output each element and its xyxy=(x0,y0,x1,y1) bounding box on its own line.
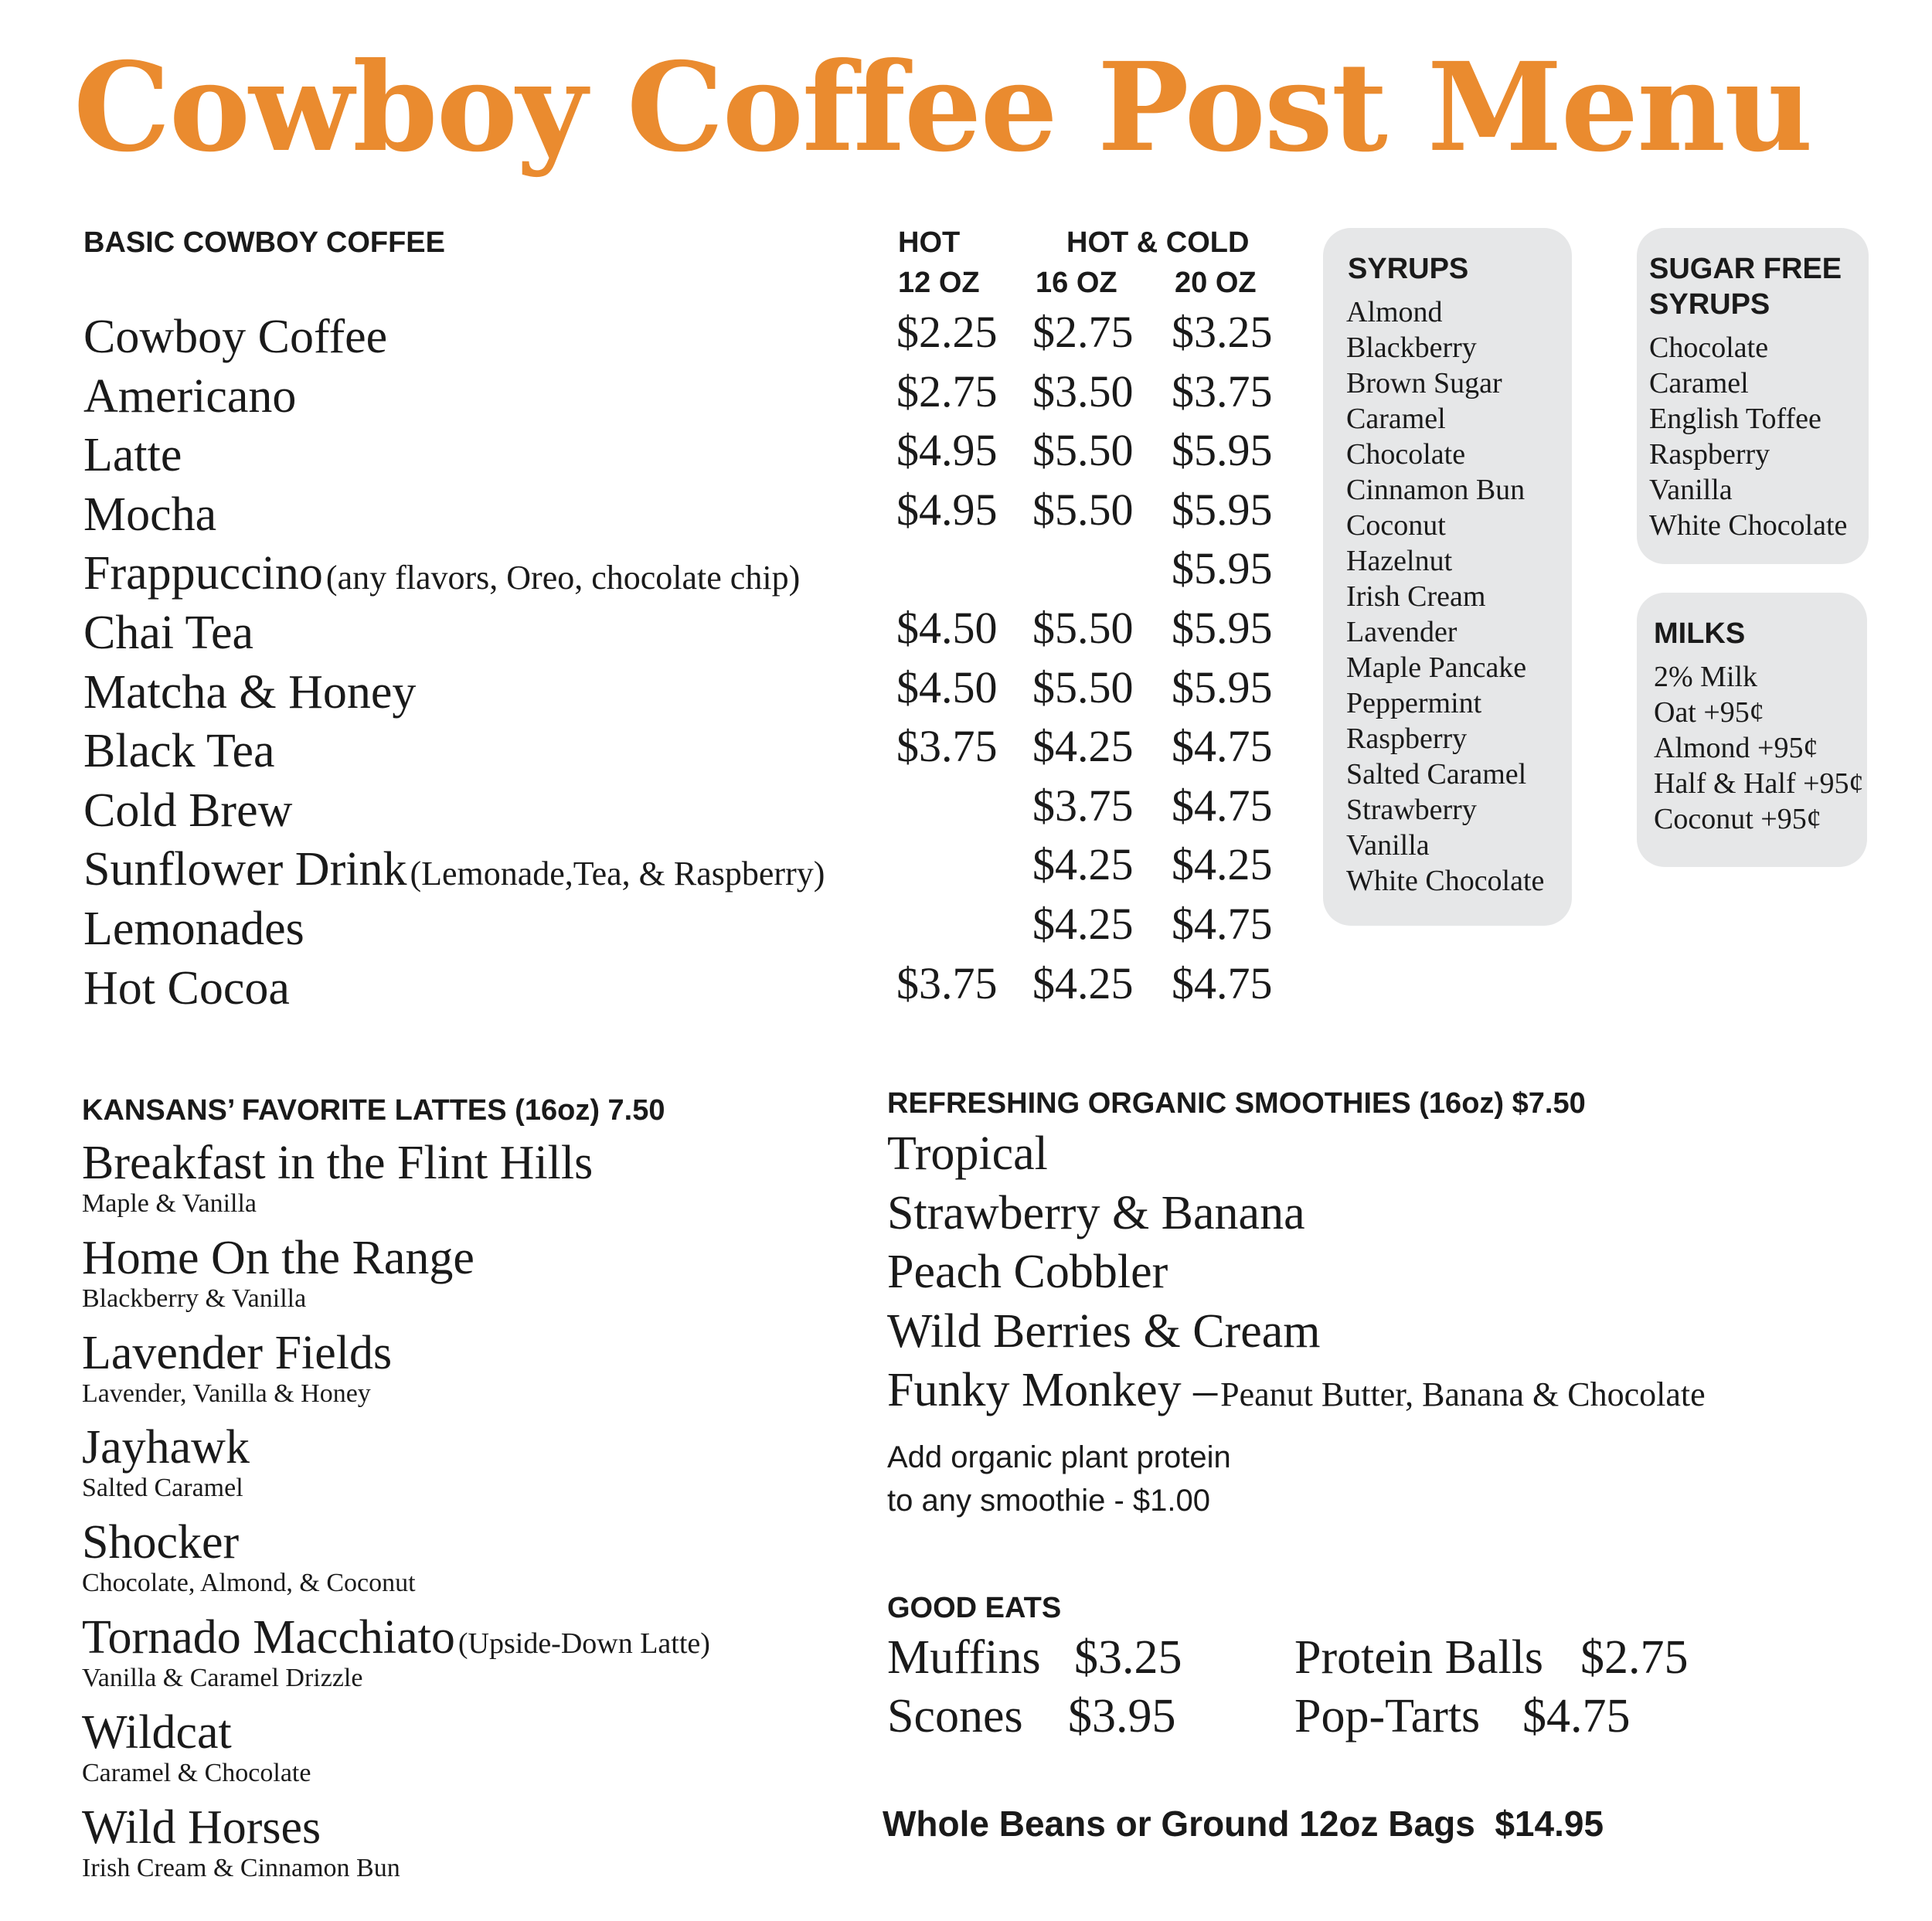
price-20oz: $3.25 xyxy=(1172,307,1273,357)
price-12oz: $4.95 xyxy=(896,484,998,535)
menu-item xyxy=(83,722,275,780)
menu-item xyxy=(83,663,416,722)
item-name: Black Tea xyxy=(83,725,275,777)
latte-name: Wildcat xyxy=(82,1706,232,1759)
price-16oz: $5.50 xyxy=(1032,484,1134,535)
syrup-item: Irish Cream xyxy=(1346,580,1486,613)
good-eats-header: GOOD EATS xyxy=(887,1592,1062,1624)
latte-name: Tornado Macchiato xyxy=(82,1611,455,1664)
price-12oz: $2.75 xyxy=(896,366,998,416)
food-price: $3.95 xyxy=(1068,1690,1176,1742)
menu-item xyxy=(83,604,253,662)
milk-item: Coconut +95¢ xyxy=(1654,803,1821,835)
latte-item xyxy=(82,1328,392,1409)
menu-item xyxy=(83,308,387,366)
syrup-item: White Chocolate xyxy=(1346,865,1545,897)
size-16oz-header: 16 OZ xyxy=(1036,267,1117,299)
latte-item xyxy=(82,1422,250,1504)
price-16oz: $2.75 xyxy=(1032,307,1134,357)
price-16oz: $5.50 xyxy=(1032,425,1134,475)
price-16oz: $4.25 xyxy=(1032,721,1134,771)
smoothie-item xyxy=(887,1184,1305,1243)
price-16oz: $4.25 xyxy=(1032,839,1134,889)
basic-section-header: BASIC COWBOY COFFEE xyxy=(83,226,445,259)
latte-name: Jayhawk xyxy=(82,1421,250,1474)
menu-item xyxy=(83,781,292,840)
milks-header: MILKS xyxy=(1654,617,1746,650)
syrup-item: Lavender xyxy=(1346,616,1458,648)
sugar-free-syrups-box xyxy=(1637,228,1869,564)
syrup-item: Blackberry xyxy=(1346,332,1477,364)
menu-item xyxy=(83,840,825,899)
whole-beans-line: Whole Beans or Ground 12oz Bags $14.95 xyxy=(883,1804,1604,1844)
menu-item xyxy=(83,426,182,484)
sugar-free-syrup-item: Vanilla xyxy=(1649,474,1733,506)
price-12oz: $2.25 xyxy=(896,307,998,357)
food-price: $3.25 xyxy=(1074,1631,1182,1684)
sugar-free-syrup-item: Caramel xyxy=(1649,367,1749,400)
food-name: Pop-Tarts xyxy=(1294,1690,1481,1742)
price-20oz: $4.75 xyxy=(1172,899,1273,949)
latte-flavors: Irish Cream & Cinnamon Bun xyxy=(82,1854,400,1882)
price-20oz: $4.75 xyxy=(1172,958,1273,1008)
latte-item xyxy=(82,1707,311,1789)
menu-item xyxy=(83,959,290,1018)
item-name: Matcha & Honey xyxy=(83,666,417,719)
price-16oz: $5.50 xyxy=(1032,662,1134,712)
syrup-item: Chocolate xyxy=(1346,438,1466,471)
syrup-item: Raspberry xyxy=(1346,722,1468,755)
latte-flavors: Salted Caramel xyxy=(82,1474,243,1502)
latte-name: Home On the Range xyxy=(82,1232,474,1284)
latte-item xyxy=(82,1612,710,1694)
smoothie-name: Funky Monkey – xyxy=(887,1364,1218,1416)
latte-flavors: Chocolate, Almond, & Coconut xyxy=(82,1569,416,1597)
latte-item xyxy=(82,1802,400,1884)
latte-name: Shocker xyxy=(82,1516,240,1569)
price-20oz: $5.95 xyxy=(1172,603,1273,653)
syrup-item: Salted Caramel xyxy=(1346,758,1527,790)
item-name: Sunflower Drink xyxy=(83,843,407,896)
sugar-free-syrup-item: Chocolate xyxy=(1649,332,1769,364)
syrup-item: Brown Sugar xyxy=(1346,367,1502,400)
syrup-item: Hazelnut xyxy=(1346,545,1453,577)
price-12oz: $4.50 xyxy=(896,603,998,653)
milk-item: Half & Half +95¢ xyxy=(1654,767,1864,800)
size-20oz-header: 20 OZ xyxy=(1175,267,1257,299)
food-price: $4.75 xyxy=(1522,1690,1631,1742)
latte-flavors: Caramel & Chocolate xyxy=(82,1759,311,1787)
smoothie-name: Strawberry & Banana xyxy=(887,1187,1305,1239)
price-12oz: $4.50 xyxy=(896,662,998,712)
price-20oz: $4.25 xyxy=(1172,839,1273,889)
latte-flavors: Lavender, Vanilla & Honey xyxy=(82,1379,371,1408)
smoothie-item xyxy=(887,1243,1168,1301)
syrup-item: Peppermint xyxy=(1346,687,1482,719)
latte-item xyxy=(82,1137,593,1219)
smoothie-name: Wild Berries & Cream xyxy=(887,1305,1321,1358)
smoothie-name: Tropical xyxy=(887,1127,1048,1180)
food-name: Scones xyxy=(887,1690,1023,1742)
food-name: Protein Balls xyxy=(1294,1631,1544,1684)
item-name: Lemonades xyxy=(83,903,304,955)
price-20oz: $4.75 xyxy=(1172,721,1273,771)
item-name: Chai Tea xyxy=(83,607,254,659)
item-name: Mocha xyxy=(83,488,217,541)
item-name: Frappuccino xyxy=(83,547,323,600)
syrup-item: Vanilla xyxy=(1346,829,1430,862)
lattes-section-header: KANSANS’ FAVORITE LATTES (16oz) 7.50 xyxy=(82,1094,665,1127)
food-price: $2.75 xyxy=(1580,1631,1689,1684)
latte-flavors: Blackberry & Vanilla xyxy=(82,1284,307,1313)
price-20oz: $5.95 xyxy=(1172,543,1273,593)
latte-item xyxy=(82,1232,474,1314)
smoothie-item xyxy=(887,1361,1706,1420)
price-16oz: $4.25 xyxy=(1032,958,1134,1008)
latte-note: (Upside-Down Latte) xyxy=(457,1627,710,1660)
latte-flavors: Maple & Vanilla xyxy=(82,1189,257,1218)
item-note: (Lemonade,Tea, & Raspberry) xyxy=(410,855,825,892)
price-12oz: $3.75 xyxy=(896,958,998,1008)
price-20oz: $3.75 xyxy=(1172,366,1273,416)
price-16oz: $4.25 xyxy=(1032,899,1134,949)
smoothie-name: Peach Cobbler xyxy=(887,1246,1168,1298)
price-12oz: $3.75 xyxy=(896,721,998,771)
latte-name: Breakfast in the Flint Hills xyxy=(82,1137,594,1189)
syrup-item: Cinnamon Bun xyxy=(1346,474,1526,506)
syrup-item: Strawberry xyxy=(1346,794,1477,826)
syrup-item: Maple Pancake xyxy=(1346,651,1527,684)
milks-list xyxy=(1654,659,1864,837)
menu-item xyxy=(83,367,296,426)
price-16oz: $3.50 xyxy=(1032,366,1134,416)
sugar-free-header-line2: SYRUPS xyxy=(1649,288,1770,321)
item-name: Cowboy Coffee xyxy=(83,311,388,363)
milk-item: Oat +95¢ xyxy=(1654,696,1764,729)
price-16oz: $3.75 xyxy=(1032,780,1134,831)
menu-title: Cowboy Coffee Post Menu xyxy=(73,36,1812,179)
menu-item xyxy=(83,899,304,958)
item-name: Americano xyxy=(83,370,297,423)
item-name: Latte xyxy=(83,429,182,481)
syrup-item: Coconut xyxy=(1346,509,1446,542)
syrup-item: Caramel xyxy=(1346,403,1446,435)
syrups-header: SYRUPS xyxy=(1348,253,1469,285)
smoothie-item xyxy=(887,1302,1321,1361)
milks-box xyxy=(1637,593,1867,867)
sugar-free-list xyxy=(1649,330,1847,543)
sugar-free-header-line1: SUGAR FREE xyxy=(1649,253,1842,285)
price-16oz: $5.50 xyxy=(1032,603,1134,653)
protein-addon-line1: Add organic plant protein xyxy=(887,1440,1231,1474)
sugar-free-syrup-item: Raspberry xyxy=(1649,438,1770,471)
price-12oz: $4.95 xyxy=(896,425,998,475)
menu-item xyxy=(83,485,216,544)
latte-flavors: Vanilla & Caramel Drizzle xyxy=(82,1664,363,1692)
latte-name: Wild Horses xyxy=(82,1801,321,1854)
item-name: Cold Brew xyxy=(83,784,293,837)
hot-cold-column-header: HOT & COLD xyxy=(1066,226,1250,259)
smoothie-item xyxy=(887,1124,1048,1183)
milk-item: Almond +95¢ xyxy=(1654,732,1818,764)
item-name: Hot Cocoa xyxy=(83,962,290,1015)
price-20oz: $4.75 xyxy=(1172,780,1273,831)
smoothie-note: Peanut Butter, Banana & Chocolate xyxy=(1220,1375,1706,1413)
sugar-free-syrup-item: White Chocolate xyxy=(1649,509,1848,542)
price-20oz: $5.95 xyxy=(1172,425,1273,475)
latte-name: Lavender Fields xyxy=(82,1327,393,1379)
price-20oz: $5.95 xyxy=(1172,662,1273,712)
hot-column-header: HOT xyxy=(898,226,961,259)
item-note: (any flavors, Oreo, chocolate chip) xyxy=(325,559,801,597)
sugar-free-syrup-item: English Toffee xyxy=(1649,403,1821,435)
syrup-item: Almond xyxy=(1346,296,1443,328)
menu-item xyxy=(83,544,800,603)
latte-item xyxy=(82,1517,416,1599)
food-name: Muffins xyxy=(887,1631,1041,1684)
milk-item: 2% Milk xyxy=(1654,661,1758,693)
syrups-list xyxy=(1346,294,1544,899)
protein-addon-line2: to any smoothie - $1.00 xyxy=(887,1484,1211,1518)
size-12oz-header: 12 OZ xyxy=(898,267,980,299)
syrups-box xyxy=(1323,228,1572,926)
smoothies-section-header: REFRESHING ORGANIC SMOOTHIES (16oz) $7.50 xyxy=(887,1087,1586,1120)
price-20oz: $5.95 xyxy=(1172,484,1273,535)
